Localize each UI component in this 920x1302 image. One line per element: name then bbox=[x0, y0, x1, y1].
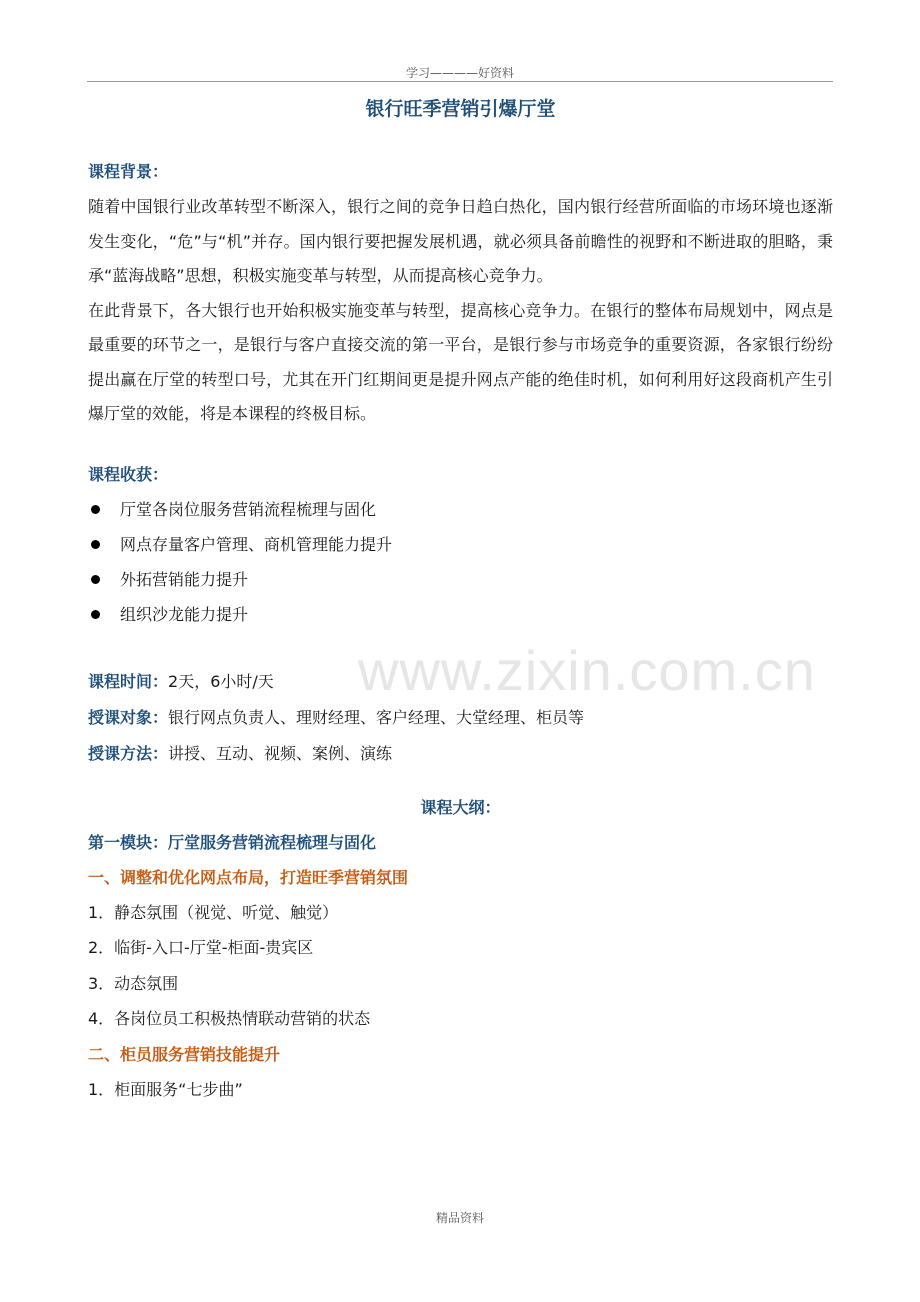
bullet-icon bbox=[91, 540, 100, 549]
outline-item: 2．临街-入口-厅堂-柜面-贵宾区 bbox=[88, 938, 314, 957]
course-audience-label: 授课对象： bbox=[88, 707, 169, 727]
page-footer: 精品资料 bbox=[435, 1211, 484, 1225]
gain-item-text: 外拓营销能力提升 bbox=[120, 569, 249, 589]
list-item bbox=[88, 492, 833, 527]
gains-heading: 课程收获： bbox=[88, 464, 169, 484]
list-item bbox=[88, 527, 833, 562]
background-paragraph-1: 随着中国银行业改革转型不断深入，银行之间的竞争日趋白热化，国内银行经营所面临的市场环境也逐渐发生变化，“危”与“机”并存。国内银行要把握发展机遇，就必须具备前瞻性的视野和不断进取的胆略，秉承“蓝海战略”思想，积极实施变革与转型，从而提高核心竞争力。 bbox=[88, 197, 833, 285]
page-header: 学习————好资料 bbox=[405, 66, 514, 80]
header-divider bbox=[87, 81, 833, 82]
course-method bbox=[88, 736, 833, 772]
outline-item: 1．静态氛围（视觉、听觉、触觉） bbox=[88, 902, 339, 922]
module-title: 第一模块：厅堂服务营销流程梳理与固化 bbox=[88, 832, 377, 852]
course-time-label: 课程时间： bbox=[88, 671, 169, 691]
gain-item-text: 厅堂各岗位服务营销流程梳理与固化 bbox=[120, 499, 377, 519]
gain-item-text: 网点存量客户管理、商机管理能力提升 bbox=[120, 534, 393, 554]
course-audience bbox=[88, 700, 833, 736]
list-item bbox=[88, 597, 833, 632]
outline-title: 课程大纲： bbox=[420, 797, 501, 817]
outline-item: 4．各岗位员工积极热情联动营销的状态 bbox=[88, 1009, 371, 1028]
background-paragraph-2: 在此背景下，各大银行也开始积极实施变革与转型，提高核心竞争力。在银行的整体布局规划中，网点是最重要的环节之一，是银行与客户直接交流的第一平台，是银行参与市场竞争的重要资源，各家银行纷纷提出赢在厅堂的转型口号，尤其在开门红期间更是提升网点产能的绝佳时机，如何利用好这段商机产生引爆厅堂的效能，将是本课程的终极目标。 bbox=[88, 300, 833, 423]
course-method-label: 授课方法： bbox=[88, 743, 169, 763]
bullet-icon bbox=[91, 610, 100, 619]
document-body bbox=[88, 92, 833, 1107]
section-title-2: 二、柜员服务营销技能提升 bbox=[88, 1044, 281, 1064]
section-title-1: 一、调整和优化网点布局，打造旺季营销氛围 bbox=[88, 867, 409, 887]
gain-item-text: 组织沙龙能力提升 bbox=[120, 604, 249, 624]
bullet-icon bbox=[91, 575, 100, 584]
outline-item: 1．柜面服务“七步曲” bbox=[88, 1079, 243, 1099]
outline-item: 3．动态氛围 bbox=[88, 973, 179, 993]
document-title: 银行旺季营销引爆厅堂 bbox=[365, 98, 556, 120]
course-time bbox=[88, 664, 833, 700]
course-time-value: 2天，6小时/天 bbox=[168, 671, 274, 691]
watermark: www.zixin.com.cn bbox=[358, 639, 816, 702]
gains-list bbox=[88, 492, 833, 632]
course-method-value: 讲授、互动、视频、案例、演练 bbox=[168, 743, 393, 763]
course-audience-value: 银行网点负责人、理财经理、客户经理、大堂经理、柜员等 bbox=[168, 707, 585, 727]
bullet-icon bbox=[91, 505, 100, 514]
background-heading: 课程背景： bbox=[88, 162, 169, 181]
list-item bbox=[88, 562, 833, 597]
